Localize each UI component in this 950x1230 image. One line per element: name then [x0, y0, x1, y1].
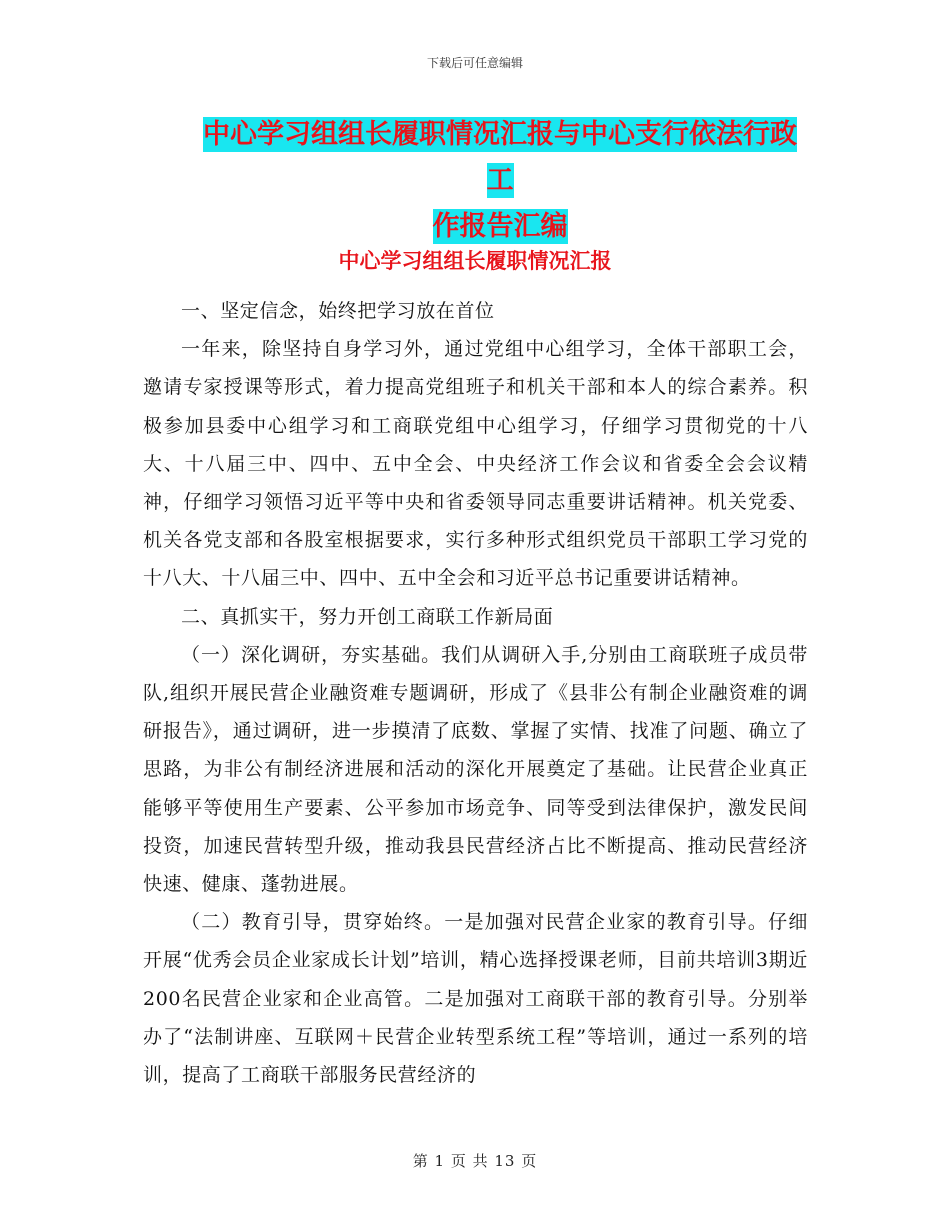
paragraph: （二）教育引导，贯穿始终。一是加强对民营企业家的教育引导。仔细开展“优秀会员企业家成长计划”培训，精心选择授课老师，目前共培训3期近200名民营企业家和企业高管。二是加强对工商联干部的教育引导。分别举办了“法制讲座、互联网＋民营企业转型系统工程”等培训，通过一系列的培训，提高了工商联干部服务民营经济的: [143, 911, 808, 1087]
section-title: 中心学习组组长履职情况汇报: [338, 249, 612, 273]
document-body: [143, 292, 808, 1094]
paragraph-heading-1: 一、坚定信念，始终把学习放在首位: [181, 300, 495, 322]
paragraph-heading-2: 二、真抓实干，努力开创工商联工作新局面: [181, 605, 554, 628]
document-title: [190, 112, 810, 250]
document-title-line-1: 中心学习组组长履职情况汇报与中心支行依法行政工: [203, 119, 797, 196]
page-number: 第 1 页 共 13 页: [412, 1152, 538, 1170]
document-title-line-2: 作报告汇编: [432, 211, 568, 242]
paragraph: 一年来，除坚持自身学习外，通过党组中心组学习，全体干部职工会，邀请专家授课等形式，着力提高党组班子和机关干部和本人的综合素养。积极参加县委中心组学习和工商联党组中心组学习，仔细学习贯彻党的十八大、十八届三中、四中、五中全会、中央经济工作会议和省委全会会议精神，仔细学习领悟习近平等中央和省委领导同志重要讲话精神。机关党委、机关各党支部和各股室根据要求，实行多种形式组织党员干部职工学习党的十八大、十八届三中、四中、五中全会和习近平总书记重要讲话精神。: [143, 338, 808, 590]
paragraph: （一）深化调研，夯实基础。我们从调研入手,分别由工商联班子成员带队,组织开展民营企业融资难专题调研，形成了《县非公有制企业融资难的调研报告》，通过调研，进一步摸清了底数、掌握了实情、找准了问题、确立了思路，为非公有制经济进展和活动的深化开展奠定了基础。让民营企业真正能够平等使用生产要素、公平参加市场竞争、同等受到法律保护，激发民间投资，加速民营转型升级，推动我县民营经济占比不断提高、推动民营经济快速、健康、蓬勃进展。: [143, 643, 808, 896]
page-header-note: 下载后可任意编辑: [426, 56, 523, 70]
